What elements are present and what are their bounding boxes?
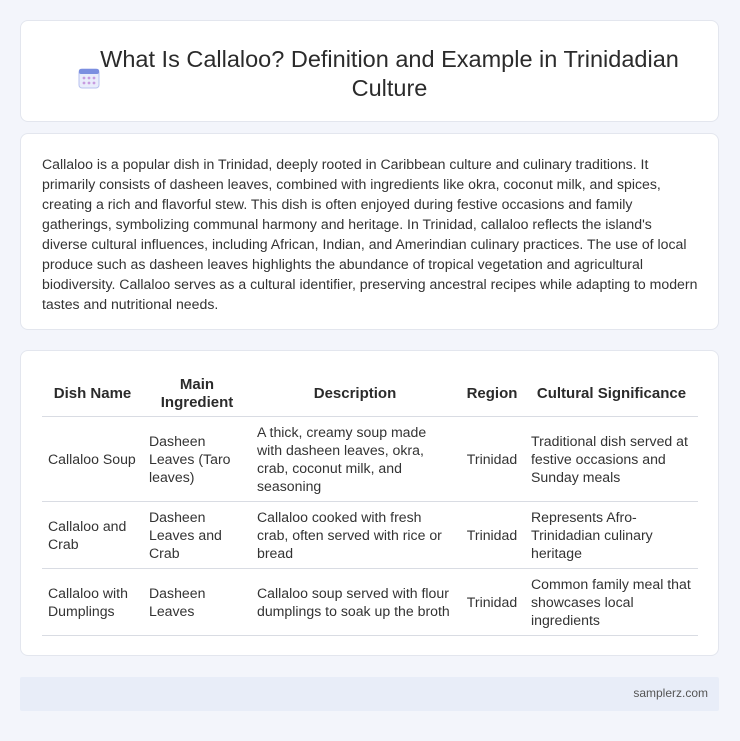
cell-cultural-significance: Traditional dish served at festive occasions and Sunday meals — [525, 416, 698, 501]
cell-region: Trinidad — [459, 501, 525, 568]
cell-description: A thick, creamy soup made with dasheen leaves, okra, crab, coconut milk, and seasoning — [251, 416, 459, 501]
cell-description: Callaloo cooked with fresh crab, often served with rice or bread — [251, 501, 459, 568]
cell-cultural-significance: Represents Afro-Trinidadian culinary heritage — [525, 501, 698, 568]
cell-dish-name: Callaloo Soup — [42, 416, 143, 501]
cell-main-ingredient: Dasheen Leaves (Taro leaves) — [143, 416, 251, 501]
cell-cultural-significance: Common family meal that showcases local ingredients — [525, 568, 698, 635]
table-row — [42, 568, 698, 635]
cell-main-ingredient: Dasheen Leaves — [143, 568, 251, 635]
header-description: Description — [251, 373, 459, 416]
page-title: What Is Callaloo? Definition and Example in Trinidadian Culture — [100, 46, 679, 101]
title-card — [20, 20, 719, 122]
cell-region: Trinidad — [459, 416, 525, 501]
intro-card — [20, 133, 719, 330]
header-cultural-significance: Cultural Significance — [525, 373, 698, 416]
table-row — [42, 501, 698, 568]
cell-dish-name: Callaloo with Dumplings — [42, 568, 143, 635]
cell-dish-name: Callaloo and Crab — [42, 501, 143, 568]
table-card — [20, 350, 719, 656]
header-dish-name: Dish Name — [42, 373, 143, 416]
footer — [20, 677, 719, 711]
cell-description: Callaloo soup served with flour dumplings to soak up the broth — [251, 568, 459, 635]
dish-table — [42, 373, 698, 636]
header-region: Region — [459, 373, 525, 416]
header-main-ingredient: Main Ingredient — [143, 373, 251, 416]
table-header-row — [42, 373, 698, 416]
cell-region: Trinidad — [459, 568, 525, 635]
cell-main-ingredient: Dasheen Leaves and Crab — [143, 501, 251, 568]
footer-site-link[interactable]: samplerz.com — [633, 686, 708, 700]
table-row — [42, 416, 698, 501]
intro-paragraph: Callaloo is a popular dish in Trinidad, deeply rooted in Caribbean culture and culinary traditions. It primarily consists of dasheen leaves, combined with ingredients like okra, coconut milk, and spices, creating a rich and flavorful stew. This dish is often enjoyed during festive occasions and family gatherings, symbolizing communal harmony and heritage. In Trinidad, callaloo reflects the island's diverse cultural influences, including African, Indian, and Amerindian culinary practices. The use of local produce such as dasheen leaves highlights the abundance of tropical vegetation and agricultural biodiversity. Callaloo serves as a cultural identifier, preserving ancestral recipes while adapting to modern tastes and nutritional needs. — [42, 156, 698, 312]
